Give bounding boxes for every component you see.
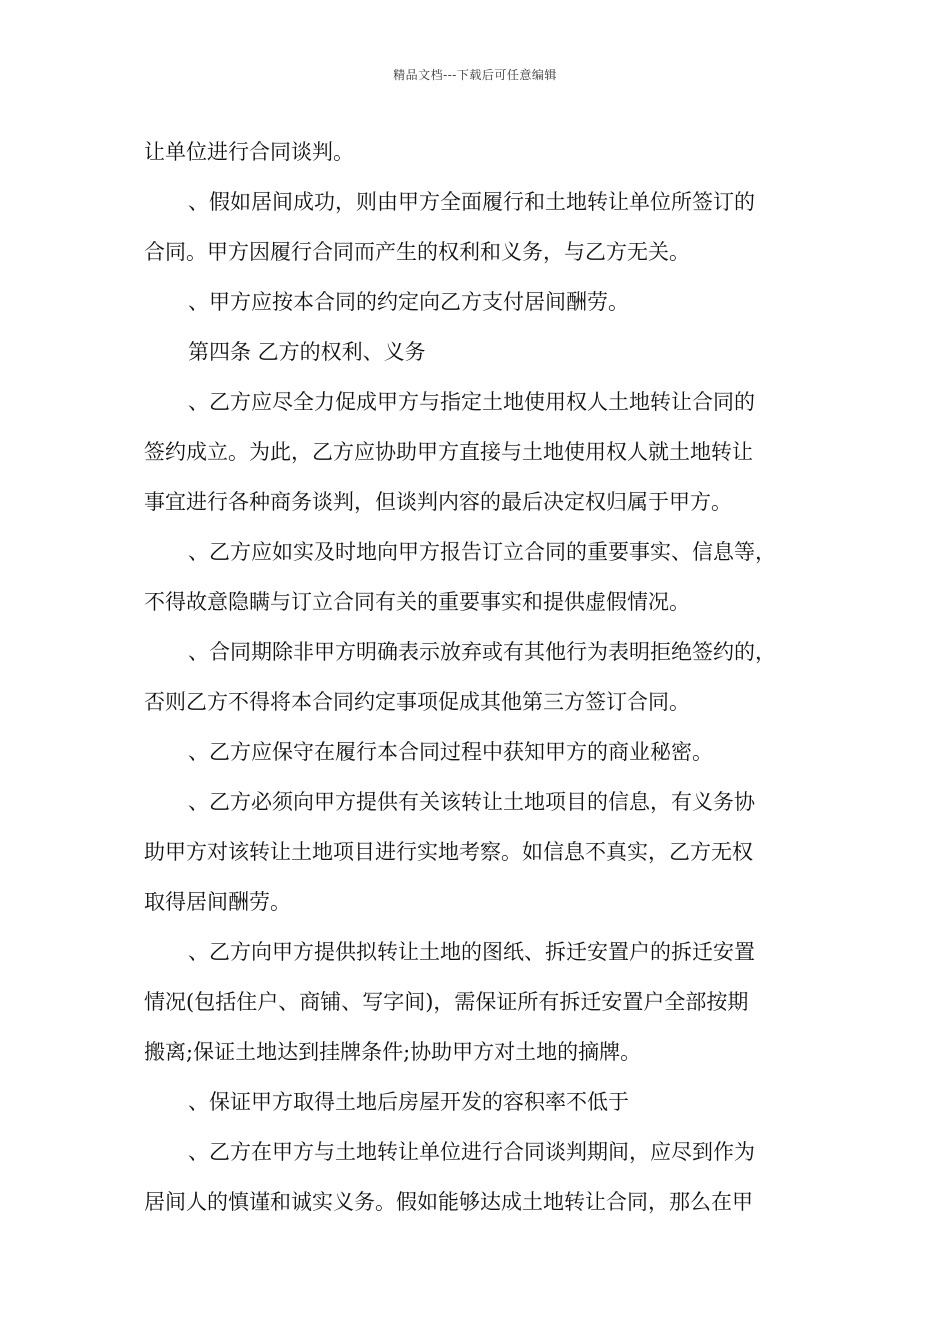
- text-line: 、乙方应保守在履行本合同过程中获知甲方的商业秘密。: [188, 740, 713, 764]
- section-heading: 第四条 乙方的权利、义务: [188, 340, 426, 364]
- text-line: 、合同期除非甲方明确表示放弃或有其他行为表明拒绝签约的，: [188, 640, 776, 664]
- text-line: 、甲方应按本合同的约定向乙方支付居间酬劳。: [188, 290, 629, 314]
- text-line: 情况(包括住户、商铺、写字间)，需保证所有拆迁安置户全部按期: [144, 990, 749, 1014]
- text-line: 、乙方在甲方与土地转让单位进行合同谈判期间，应尽到作为: [188, 1140, 755, 1164]
- text-line: 、乙方必须向甲方提供有关该转让土地项目的信息，有义务协: [188, 790, 755, 814]
- text-line: 事宜进行各种商务谈判，但谈判内容的最后决定权归属于甲方。: [144, 490, 732, 514]
- text-line: 、假如居间成功，则由甲方全面履行和土地转让单位所签订的: [188, 190, 755, 214]
- text-line: 否则乙方不得将本合同约定事项促成其他第三方签订合同。: [144, 690, 690, 714]
- text-line: 取得居间酬劳。: [144, 890, 291, 914]
- text-line: 让单位进行合同谈判。: [144, 140, 354, 164]
- text-line: 、乙方应尽全力促成甲方与指定土地使用权人土地转让合同的: [188, 390, 755, 414]
- text-line: 、保证甲方取得土地后房屋开发的容积率不低于: [188, 1090, 629, 1114]
- text-line: 居间人的慎谨和诚实义务。假如能够达成土地转让合同，那么在甲: [144, 1190, 753, 1214]
- text-line: 不得故意隐瞒与订立合同有关的重要事实和提供虚假情况。: [144, 590, 690, 614]
- text-line: 助甲方对该转让土地项目进行实地考察。如信息不真实，乙方无权: [144, 840, 753, 864]
- text-line: 签约成立。为此，乙方应协助甲方直接与土地使用权人就土地转让: [144, 440, 753, 464]
- text-line: 搬离;保证土地达到挂牌条件;协助甲方对土地的摘牌。: [144, 1040, 642, 1064]
- text-line: 、乙方向甲方提供拟转让土地的图纸、拆迁安置户的拆迁安置: [188, 940, 755, 964]
- text-line: 、乙方应如实及时地向甲方报告订立合同的重要事实、信息等，: [188, 540, 776, 564]
- page-header: 精品文档---下载后可任意编辑: [393, 68, 557, 82]
- text-line: 合同。甲方因履行合同而产生的权利和义务，与乙方无关。: [144, 240, 690, 264]
